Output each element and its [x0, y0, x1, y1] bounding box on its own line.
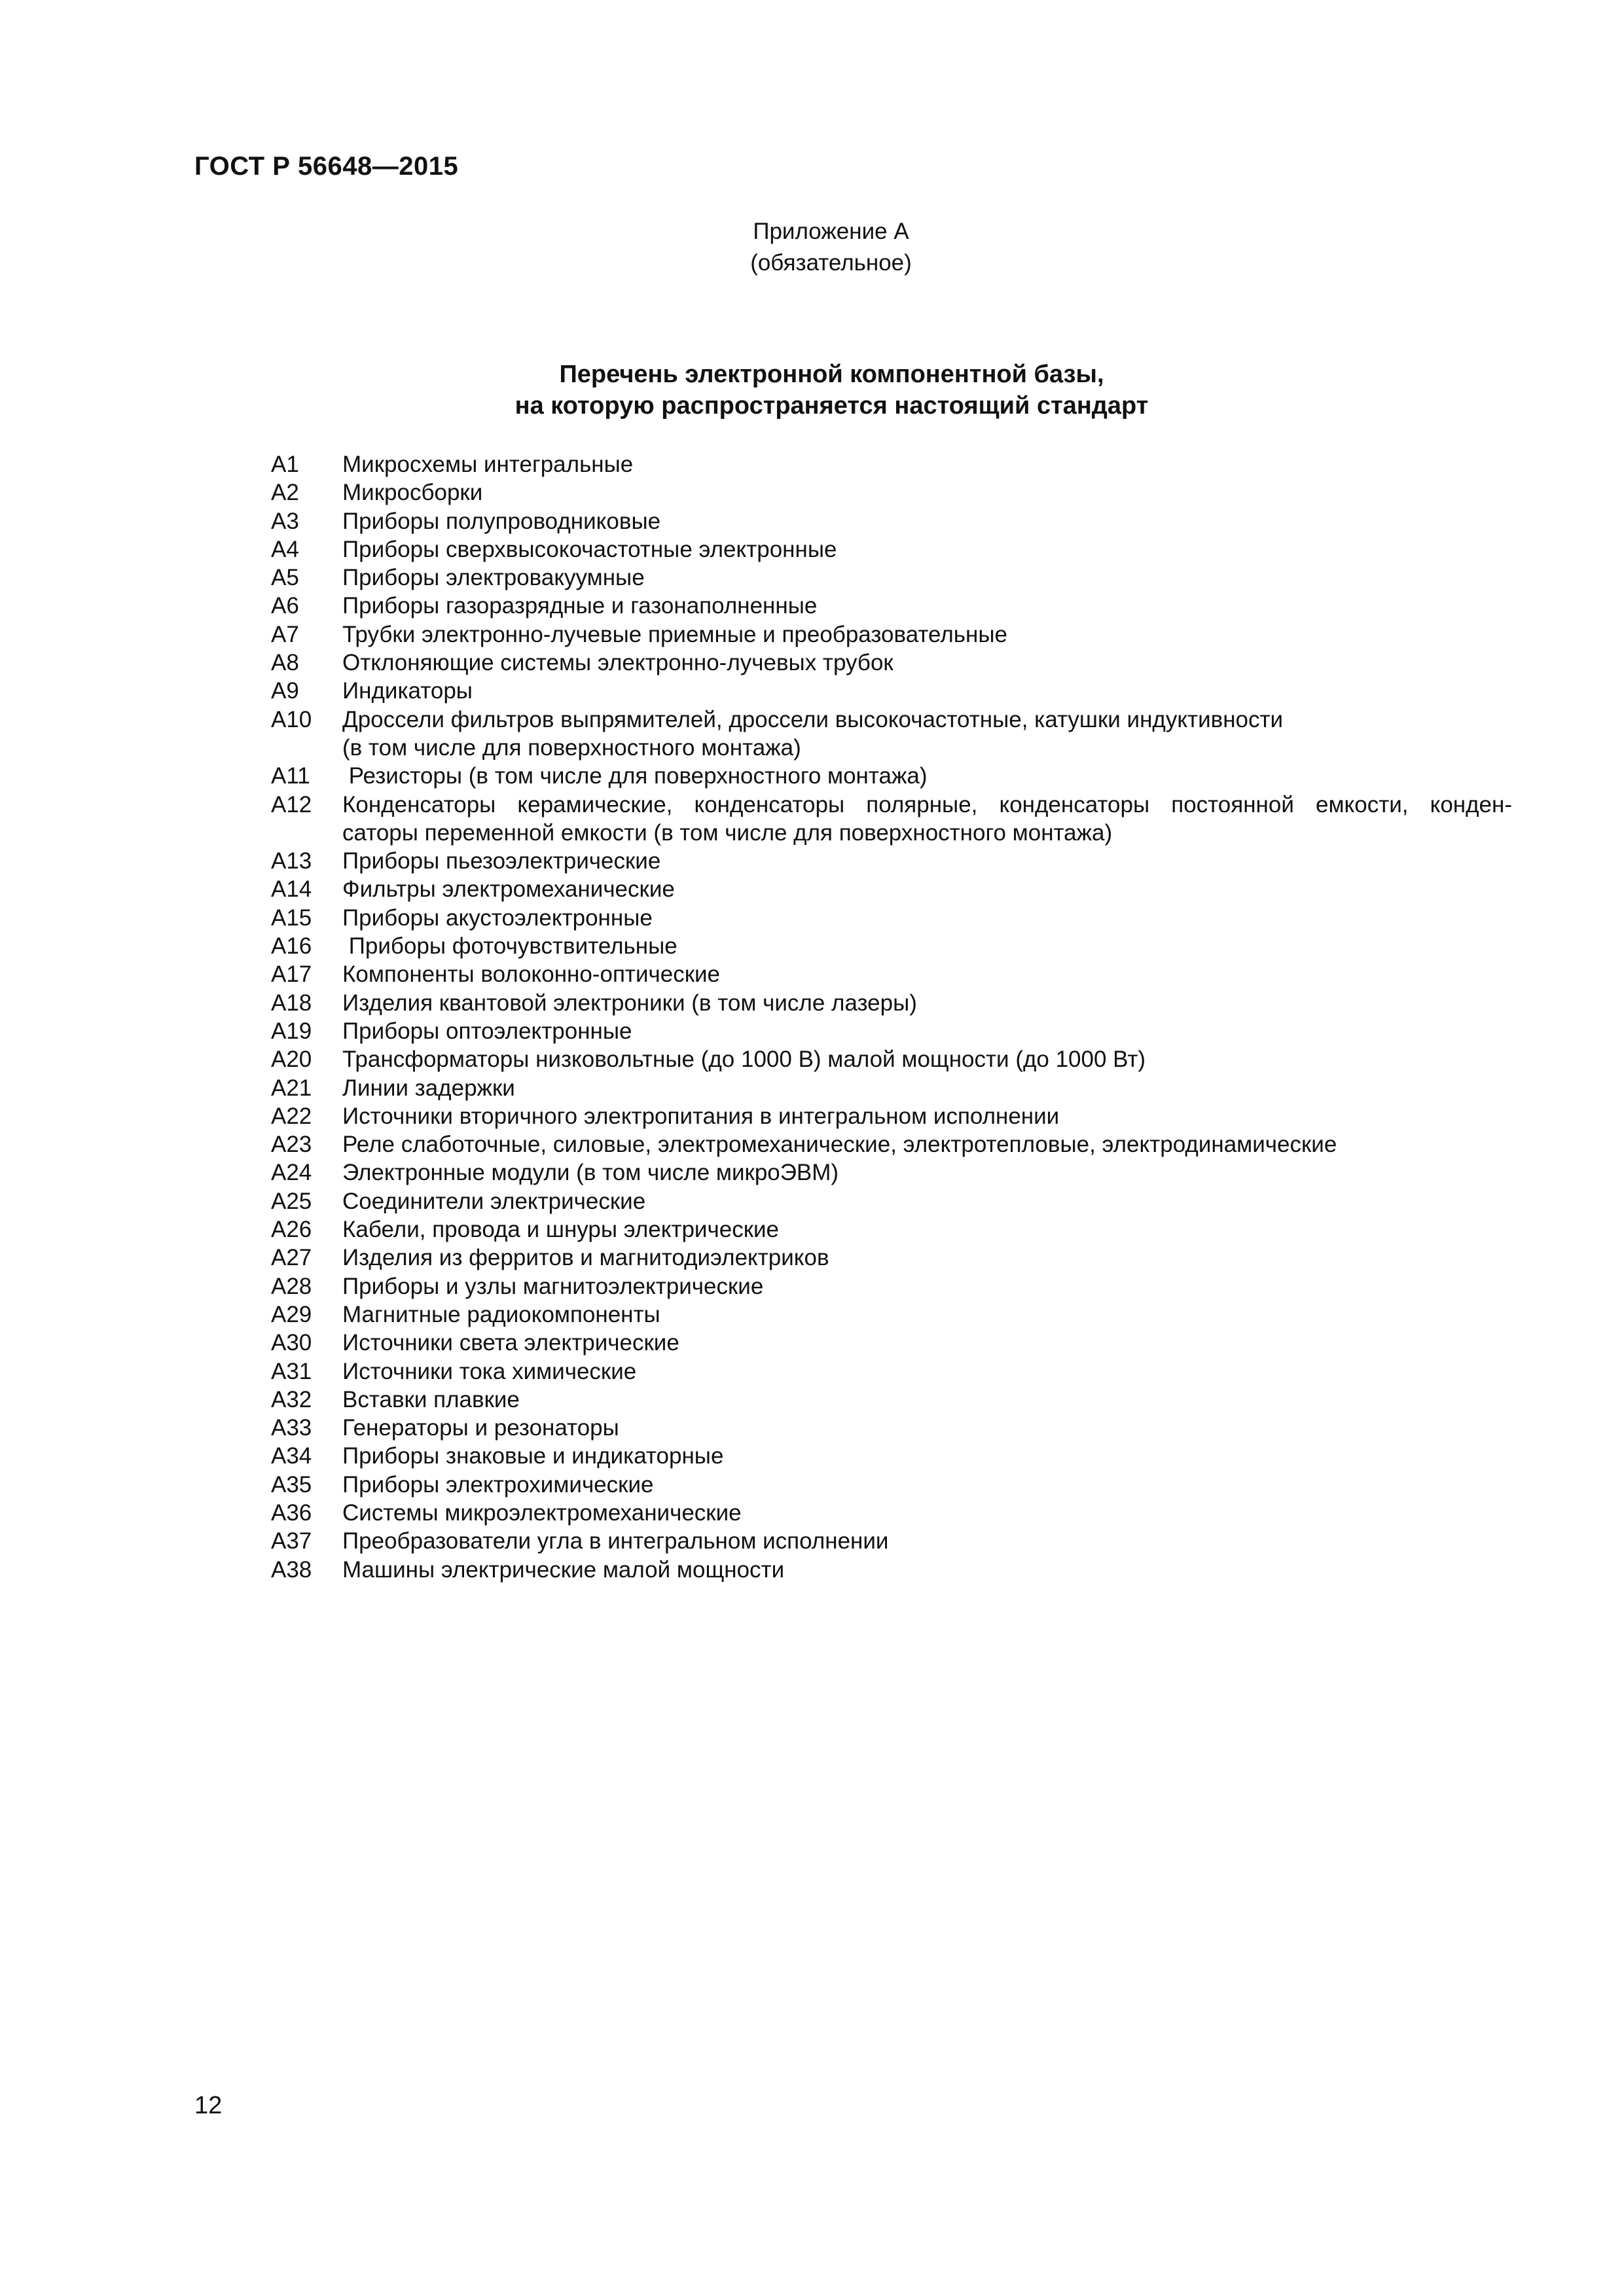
- list-item: [271, 1158, 1512, 1187]
- item-code: А36: [271, 1499, 312, 1526]
- item-text: [342, 1471, 1512, 1499]
- item-code: А6: [271, 593, 299, 619]
- item-code: А33: [271, 1415, 312, 1441]
- item-text: [342, 677, 1512, 705]
- item-text-line: Системы микроэлектромеханические: [342, 1499, 742, 1526]
- item-text-line: Приборы и узлы магнитоэлектрические: [342, 1273, 764, 1299]
- list-item: [271, 1329, 1512, 1357]
- section-title-line-2: на которую распространяется настоящий стандарт: [514, 392, 1149, 420]
- list-item: [271, 1130, 1512, 1158]
- list-item: [271, 875, 1512, 903]
- item-code: А22: [271, 1103, 312, 1129]
- list-item: [271, 620, 1512, 649]
- item-code: А20: [271, 1047, 312, 1073]
- item-code: А8: [271, 650, 299, 676]
- item-text-line: Электронные модули (в том числе микроЭВМ): [342, 1160, 839, 1186]
- item-text: [342, 1442, 1512, 1470]
- item-text-line: Индикаторы: [342, 678, 473, 704]
- item-text-line: Приборы газоразрядные и газонаполненные: [342, 593, 818, 619]
- item-code: А11: [271, 763, 310, 789]
- item-code: А9: [271, 678, 299, 704]
- section-title-line-1: Перечень электронной компонентной базы,: [559, 361, 1104, 388]
- item-text-line: Трубки электронно-лучевые приемные и преобразовательные: [342, 621, 1007, 647]
- item-code: А21: [271, 1075, 312, 1101]
- item-text-line: Линии задержки: [342, 1075, 515, 1101]
- item-code: А19: [271, 1018, 312, 1044]
- item-text: [342, 791, 1512, 848]
- list-item: [271, 535, 1512, 564]
- list-item: [271, 1215, 1512, 1244]
- item-text-line: Генераторы и резонаторы: [342, 1415, 619, 1441]
- item-text: [342, 478, 1512, 507]
- list-item: [271, 1357, 1512, 1386]
- item-text: [342, 847, 1512, 875]
- item-code: А16: [271, 933, 312, 960]
- item-text: [342, 706, 1512, 762]
- item-text: [342, 1017, 1512, 1045]
- list-item: [271, 677, 1512, 705]
- item-text: [342, 1187, 1512, 1215]
- item-code: А13: [271, 848, 312, 874]
- item-text-line: Приборы полупроводниковые: [342, 508, 661, 534]
- item-code: А37: [271, 1528, 312, 1554]
- item-text: [342, 904, 1512, 932]
- item-code: А10: [271, 706, 312, 732]
- item-text: [342, 762, 1512, 790]
- item-code: А3: [271, 508, 299, 534]
- item-text: [342, 592, 1512, 620]
- item-code: А12: [271, 791, 312, 817]
- item-text: [342, 535, 1512, 564]
- item-text-line: Приборы электрохимические: [342, 1471, 654, 1498]
- item-code: А17: [271, 961, 312, 988]
- item-text: [342, 1499, 1512, 1527]
- document-code: ГОСТ Р 56648—2015: [194, 152, 459, 181]
- list-item: [271, 847, 1512, 875]
- list-item: [271, 450, 1512, 478]
- page-number: 12: [194, 2092, 223, 2119]
- item-code: А30: [271, 1330, 312, 1356]
- item-text: [342, 1527, 1512, 1555]
- item-code: А31: [271, 1358, 312, 1384]
- item-text: [342, 1130, 1512, 1158]
- item-text: [342, 1556, 1512, 1584]
- item-text-line: Микросборки: [342, 480, 483, 506]
- item-code: А5: [271, 565, 299, 591]
- item-text-line: Вставки плавкие: [342, 1386, 520, 1412]
- item-code: А32: [271, 1386, 312, 1412]
- item-text: [342, 875, 1512, 903]
- item-code: А35: [271, 1471, 312, 1498]
- item-text-line: Отклоняющие системы электронно-лучевых трубок: [342, 650, 893, 676]
- item-text-line: Приборы сверхвысокочастотные электронные: [342, 536, 837, 562]
- list-item: [271, 1187, 1512, 1215]
- item-code: А26: [271, 1217, 312, 1243]
- item-text: [342, 1329, 1512, 1357]
- item-text: [342, 1244, 1512, 1272]
- item-text: [342, 1272, 1512, 1300]
- appendix-heading: [0, 216, 1624, 279]
- list-item: [271, 592, 1512, 620]
- list-item: [271, 1442, 1512, 1470]
- item-text-line: Реле слаботочные, силовые, электромеханические, электротепловые, электродинамические: [342, 1132, 1337, 1158]
- appendix-title: Приложение А: [753, 219, 909, 244]
- list-item: [271, 507, 1512, 535]
- item-code: А24: [271, 1160, 312, 1186]
- list-item: [271, 1300, 1512, 1329]
- item-text-line: Машины электрические малой мощности: [342, 1556, 785, 1583]
- item-text-line: Источники света электрические: [342, 1330, 679, 1356]
- list-item: [271, 1527, 1512, 1555]
- list-item: [271, 932, 1512, 960]
- list-item: [271, 1244, 1512, 1272]
- item-text: [342, 507, 1512, 535]
- item-text: [342, 450, 1512, 478]
- list-item: [271, 1556, 1512, 1584]
- item-text-line: Приборы фоточувствительные: [342, 933, 677, 960]
- list-item: [271, 1102, 1512, 1130]
- list-item: [271, 706, 1512, 762]
- list-item: [271, 1045, 1512, 1073]
- list-item: [271, 478, 1512, 507]
- item-code: А4: [271, 536, 299, 562]
- item-text-line: Приборы знаковые и индикаторные: [342, 1443, 724, 1469]
- item-text-line: (в том числе для поверхностного монтажа): [342, 734, 801, 761]
- item-code: А15: [271, 905, 312, 931]
- item-code: А7: [271, 621, 299, 647]
- item-text-line: Приборы пьезоэлектрические: [342, 848, 661, 874]
- list-item: [271, 649, 1512, 677]
- appendix-status: (обязательное): [750, 250, 912, 276]
- list-item: [271, 989, 1512, 1017]
- item-text-line: Изделия из ферритов и магнитодиэлектриков: [342, 1245, 829, 1271]
- item-code: А38: [271, 1556, 312, 1583]
- section-title: [0, 359, 1624, 422]
- item-text-line: Приборы оптоэлектронные: [342, 1018, 632, 1044]
- item-text-line: Кабели, провода и шнуры электрические: [342, 1217, 780, 1243]
- item-text-line: Приборы электровакуумные: [342, 565, 645, 591]
- item-text-line: Источники вторичного электропитания в интегральном исполнении: [342, 1103, 1060, 1129]
- list-item: [271, 1414, 1512, 1442]
- list-item: [271, 1386, 1512, 1414]
- item-text: [342, 932, 1512, 960]
- list-item: [271, 762, 1512, 790]
- list-item: [271, 791, 1512, 848]
- item-text: [342, 620, 1512, 649]
- item-text: [342, 1102, 1512, 1130]
- item-text-line: Приборы акустоэлектронные: [342, 905, 653, 931]
- list-item: [271, 1074, 1512, 1102]
- list-item: [271, 960, 1512, 988]
- item-text: [342, 1386, 1512, 1414]
- list-item: [271, 564, 1512, 592]
- list-item: [271, 1499, 1512, 1527]
- item-code: А1: [271, 452, 299, 477]
- item-code: А28: [271, 1273, 312, 1299]
- item-text-line: Изделия квантовой электроники (в том числе лазеры): [342, 990, 917, 1016]
- item-text-line: Соединители электрические: [342, 1188, 646, 1214]
- list-item: [271, 1017, 1512, 1045]
- item-text-line: Конденсаторы керамические, конденсаторы полярные, конденсаторы постоянной емкости, конден-: [342, 791, 1512, 817]
- item-text: [342, 1158, 1512, 1187]
- item-text-line: Резисторы (в том числе для поверхностного монтажа): [342, 763, 928, 789]
- item-code: А2: [271, 480, 299, 506]
- item-text: [342, 1045, 1512, 1073]
- item-text-line: Дроссели фильтров выпрямителей, дроссели высокочастотные, катушки индуктивности: [342, 706, 1284, 732]
- component-list: [271, 450, 1512, 1584]
- item-code: А29: [271, 1301, 312, 1327]
- item-text-line: Преобразователи угла в интегральном исполнении: [342, 1528, 889, 1554]
- item-text: [342, 1414, 1512, 1442]
- item-text: [342, 1074, 1512, 1102]
- item-text: [342, 1215, 1512, 1244]
- list-item: [271, 904, 1512, 932]
- item-text: [342, 989, 1512, 1017]
- item-code: А18: [271, 990, 312, 1016]
- item-code: А25: [271, 1188, 312, 1214]
- item-text-line: Компоненты волоконно-оптические: [342, 961, 721, 988]
- list-item: [271, 1471, 1512, 1499]
- item-text-line: Источники тока химические: [342, 1358, 637, 1384]
- item-code: А27: [271, 1245, 312, 1271]
- item-text-line: саторы переменной емкости (в том числе для поверхностного монтажа): [342, 819, 1113, 846]
- item-text-line: Трансформаторы низковольтные (до 1000 В) малой мощности (до 1000 Вт): [342, 1047, 1146, 1073]
- item-code: А23: [271, 1132, 312, 1158]
- item-text: [342, 1300, 1512, 1329]
- item-text: [342, 960, 1512, 988]
- list-item: [271, 1272, 1512, 1300]
- item-text-line: Микросхемы интегральные: [342, 452, 634, 477]
- item-text: [342, 1357, 1512, 1386]
- item-text-line: Магнитные радиокомпоненты: [342, 1301, 660, 1327]
- item-code: А14: [271, 876, 312, 903]
- item-text: [342, 564, 1512, 592]
- item-text-line: Фильтры электромеханические: [342, 876, 675, 903]
- item-code: А34: [271, 1443, 312, 1469]
- item-text: [342, 649, 1512, 677]
